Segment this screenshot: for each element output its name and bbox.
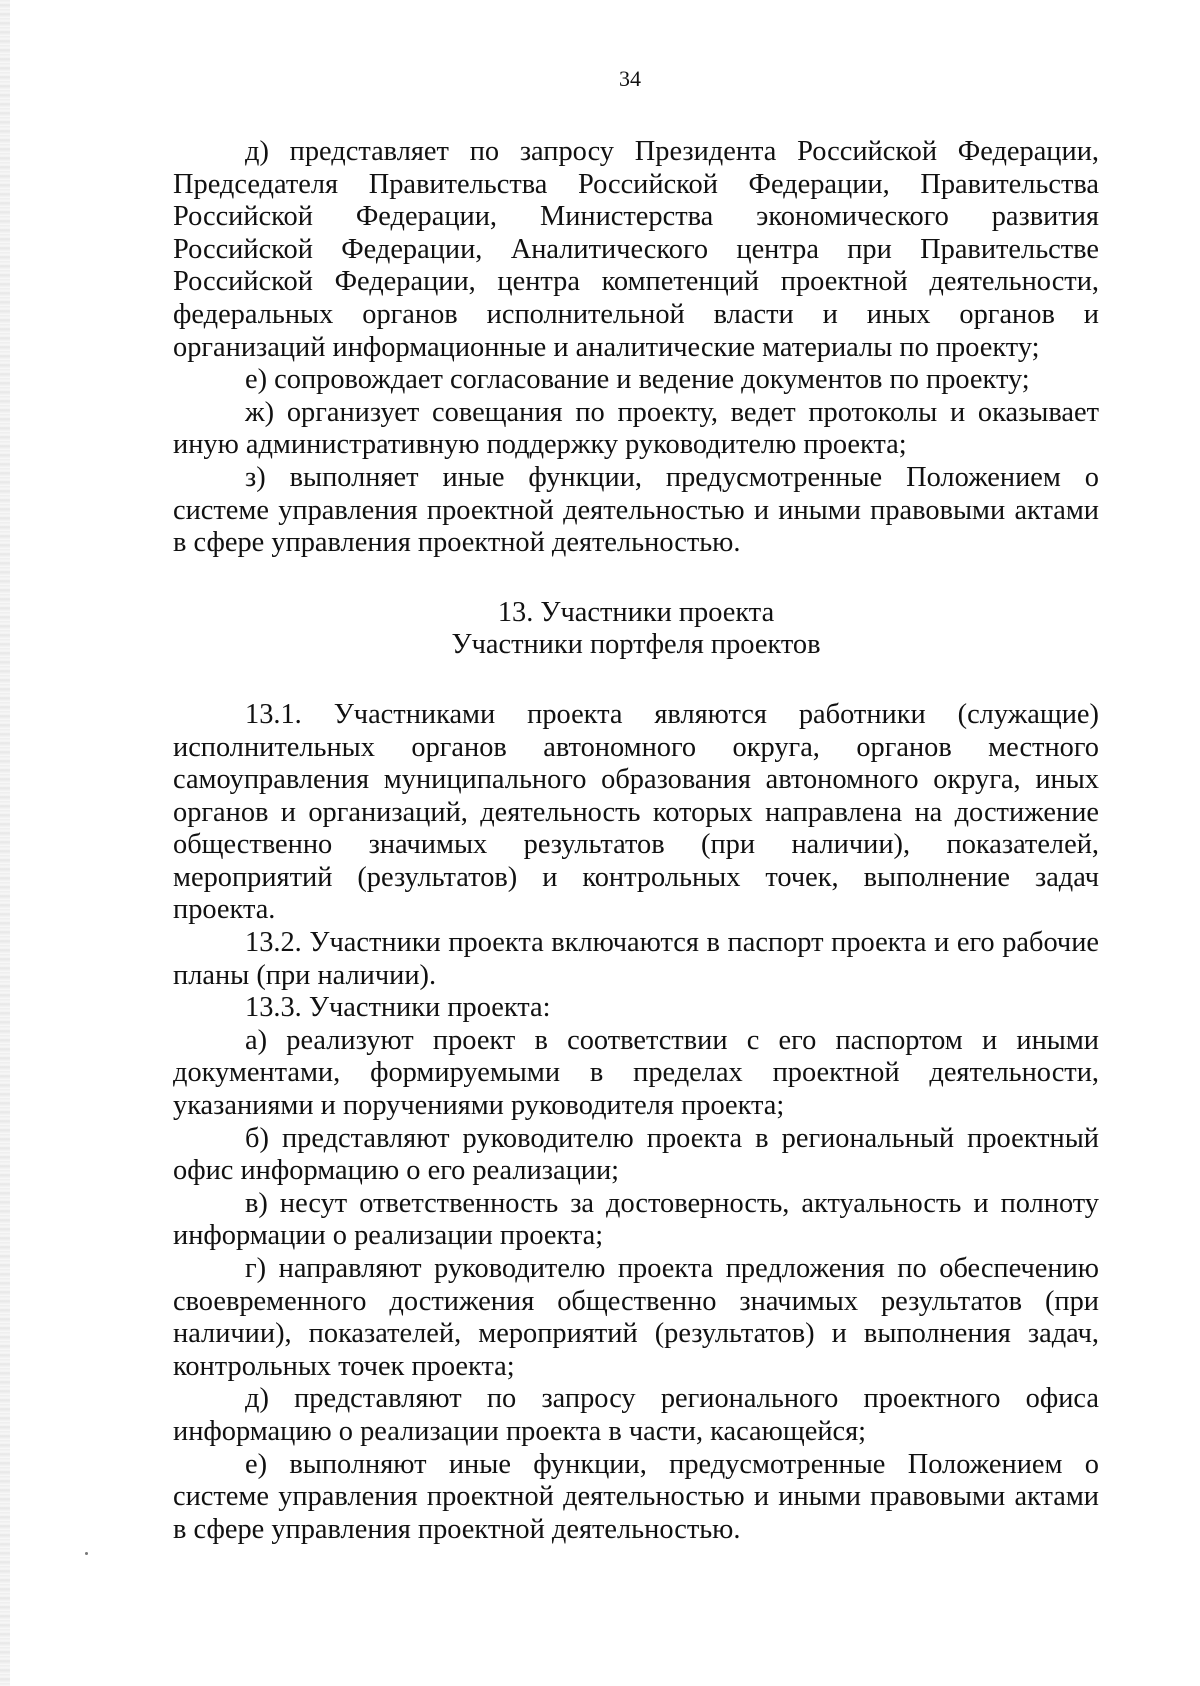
paragraph-13-2: 13.2. Участники проекта включаются в паспорт проекта и его рабочие планы (при наличии). bbox=[173, 927, 1099, 991]
paragraph-d: д) представляет по запросу Президента Российской Федерации, Председателя Правительства Российской Федерации, Правительства Российской Федерации, Министерства экономического развития Российской Федерации, Аналитического центра при Правительстве Российской Федерации, центра компетенций проектной деятельности, федеральных органов исполнительной власти и иных органов и организаций информационные и аналитические материалы по проекту; bbox=[173, 136, 1099, 363]
paragraph-13-1: 13.1. Участниками проекта являются работники (служащие) исполнительных органов автономного округа, органов местного самоуправления муниципального образования автономного округа, иных органов и организаций, деятельность которых направлена на достижение общественно значимых результатов (при наличии), показателей, мероприятий (результатов) и контрольных точек, выполнение задач проекта. bbox=[173, 698, 1099, 926]
scan-edge-artifact bbox=[0, 0, 10, 1686]
list-item-v: в) несут ответственность за достоверность, актуальность и полноту информации о реализации проекта; bbox=[173, 1187, 1099, 1252]
scan-speck bbox=[85, 1552, 88, 1555]
list-item-d: д) представляют по запросу регионального проектного офиса информацию о реализации проекта в части, касающейся; bbox=[173, 1383, 1099, 1447]
list-item-e: е) выполняют иные функции, предусмотренные Положением о системе управления проектной деятельностью и иными правовыми актами в сфере управления проектной деятельностью. bbox=[173, 1448, 1099, 1545]
paragraph-zh: ж) организует совещания по проекту, ведет протоколы и оказывает иную административную поддержку руководителю проекта; bbox=[173, 396, 1099, 461]
section-heading bbox=[173, 597, 1099, 662]
paragraph-z: з) выполняет иные функции, предусмотренные Положением о системе управления проектной деятельностью и иными правовыми актами в сфере управления проектной деятельностью. bbox=[173, 461, 1099, 559]
document-body bbox=[173, 136, 1099, 1546]
paragraph-13-3: 13.3. Участники проекта: bbox=[245, 992, 551, 1024]
list-item-b: б) представляют руководителю проекта в региональный проектный офис информацию о его реализации; bbox=[173, 1122, 1099, 1187]
section-title: 13. Участники проекта bbox=[497, 596, 775, 628]
page-number: 34 bbox=[619, 66, 641, 91]
paragraph-e: е) сопровождает согласование и ведение документов по проекту; bbox=[245, 364, 1030, 396]
list-item-a: а) реализуют проект в соответствии с его паспортом и иными документами, формируемыми в пределах проектной деятельности, указаниями и поручениями руководителя проекта; bbox=[173, 1024, 1099, 1122]
section-subtitle: Участники портфеля проектов bbox=[451, 629, 821, 661]
list-item-g: г) направляют руководителю проекта предложения по обеспечению своевременного достижения общественно значимых результатов (при наличии), показателей, мероприятий (результатов) и выполнения задач, контрольных точек проекта; bbox=[173, 1253, 1099, 1382]
